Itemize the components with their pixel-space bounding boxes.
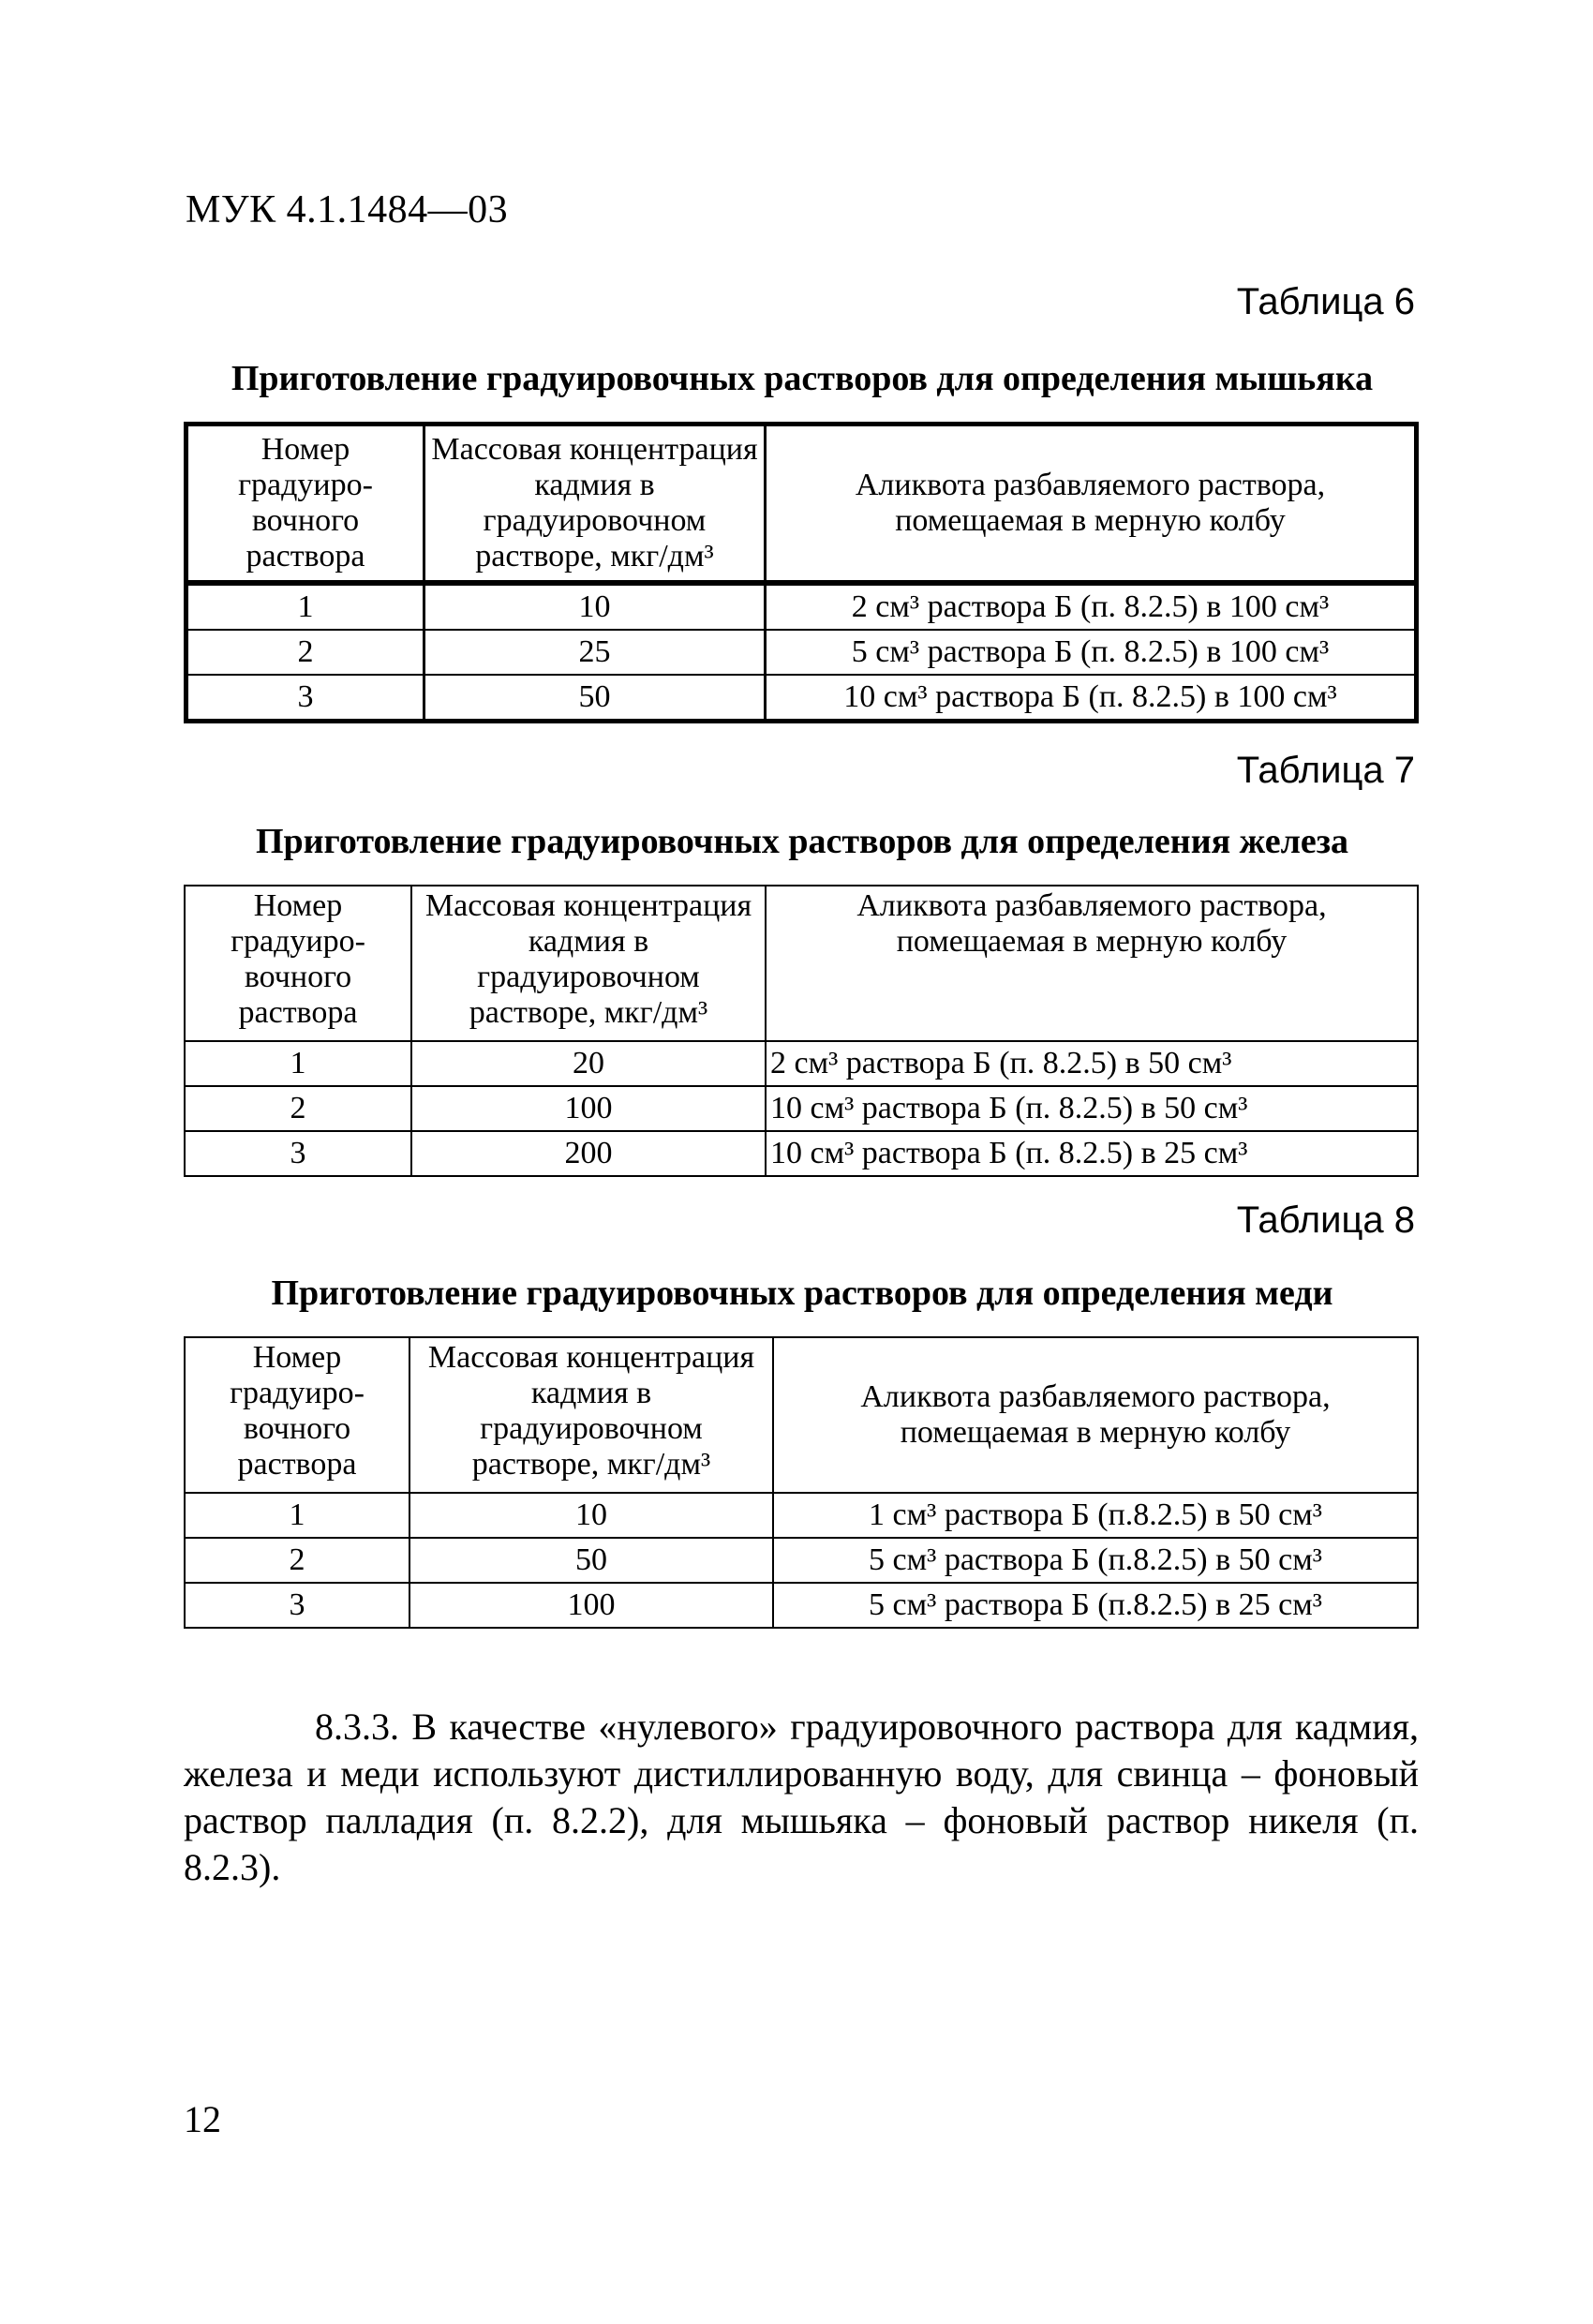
cell-aliquot: 10 см³ раствора Б (п. 8.2.5) в 50 см³ <box>766 1086 1418 1131</box>
cell-concentration: 20 <box>411 1041 766 1086</box>
header-aliquot: Аликвота разбавляемого раствора, помещаемая в мерную колбу <box>766 886 1418 1041</box>
header-concentration: Массовая концентрация кадмия в градуировочном растворе, мкг/дм³ <box>424 425 766 584</box>
table-7 <box>184 885 1419 1177</box>
table-row <box>185 1086 1418 1131</box>
header-aliquot: Аликвота разбавляемого раствора, помещаемая в мерную колбу <box>766 425 1417 584</box>
cell-concentration: 50 <box>424 675 766 722</box>
table-7-title: Приготовление градуировочных растворов для определения железа <box>255 822 1349 861</box>
cell-aliquot: 2 см³ раствора Б (п. 8.2.5) в 50 см³ <box>766 1041 1418 1086</box>
cell-concentration: 25 <box>424 630 766 675</box>
table-row <box>186 630 1417 675</box>
cell-number: 1 <box>186 583 424 630</box>
table-row <box>185 1493 1418 1538</box>
table-row <box>186 675 1417 722</box>
table-header-row <box>185 1337 1418 1493</box>
table-8 <box>184 1336 1419 1629</box>
paragraph-text: 8.3.3. В качестве «нулевого» градуировочного раствора для кадмия, железа и меди используют дистиллированную воду, для свинца – фоновый раствор палладия (п. 8.2.2), для мышьяка – фоновый раствор никеля (п. 8.2.3). <box>184 1706 1419 1888</box>
header-number: Номер градуировочного раствора <box>185 886 411 1041</box>
cell-concentration: 200 <box>411 1131 766 1176</box>
table-8-label: Таблица 8 <box>1236 1199 1415 1241</box>
header-number: Номер градуировочного раствора <box>185 1337 409 1493</box>
cell-number: 3 <box>186 675 424 722</box>
document-code: МУК 4.1.1484—03 <box>186 188 509 231</box>
cell-number: 2 <box>185 1086 411 1131</box>
cell-number: 1 <box>185 1041 411 1086</box>
table-row <box>185 1538 1418 1583</box>
cell-aliquot: 10 см³ раствора Б (п. 8.2.5) в 100 см³ <box>766 675 1417 722</box>
table-6-label: Таблица 6 <box>1236 281 1415 322</box>
table-6 <box>184 422 1419 723</box>
header-number: Номер градуировочного раствора <box>186 425 424 584</box>
cell-number: 1 <box>185 1493 409 1538</box>
table-7-label: Таблица 7 <box>1236 750 1415 791</box>
table-row <box>186 583 1417 630</box>
cell-number: 2 <box>185 1538 409 1583</box>
cell-concentration: 50 <box>409 1538 773 1583</box>
cell-concentration: 100 <box>409 1583 773 1628</box>
table-6-title: Приготовление градуировочных растворов для определения мышьяка <box>231 359 1374 398</box>
cell-aliquot: 5 см³ раствора Б (п.8.2.5) в 50 см³ <box>773 1538 1418 1583</box>
cell-concentration: 100 <box>411 1086 766 1131</box>
page-number: 12 <box>184 2098 221 2140</box>
cell-aliquot: 10 см³ раствора Б (п. 8.2.5) в 25 см³ <box>766 1131 1418 1176</box>
header-concentration: Массовая концентрация кадмия в градуировочном растворе, мкг/дм³ <box>411 886 766 1041</box>
header-aliquot: Аликвота разбавляемого раствора, помещаемая в мерную колбу <box>773 1337 1418 1493</box>
header-concentration: Массовая концентрация кадмия в градуировочном растворе, мкг/дм³ <box>409 1337 773 1493</box>
cell-number: 3 <box>185 1583 409 1628</box>
table-8-title: Приготовление градуировочных растворов для определения меди <box>271 1274 1333 1313</box>
cell-number: 3 <box>185 1131 411 1176</box>
table-row <box>185 1041 1418 1086</box>
cell-number: 2 <box>186 630 424 675</box>
table-row <box>185 1131 1418 1176</box>
cell-aliquot: 5 см³ раствора Б (п. 8.2.5) в 100 см³ <box>766 630 1417 675</box>
table-header-row <box>186 425 1417 584</box>
cell-concentration: 10 <box>409 1493 773 1538</box>
cell-aliquot: 2 см³ раствора Б (п. 8.2.5) в 100 см³ <box>766 583 1417 630</box>
table-row <box>185 1583 1418 1628</box>
cell-aliquot: 5 см³ раствора Б (п.8.2.5) в 25 см³ <box>773 1583 1418 1628</box>
cell-aliquot: 1 см³ раствора Б (п.8.2.5) в 50 см³ <box>773 1493 1418 1538</box>
table-header-row <box>185 886 1418 1041</box>
paragraph-8-3-3 <box>184 1704 1419 1891</box>
cell-concentration: 10 <box>424 583 766 630</box>
